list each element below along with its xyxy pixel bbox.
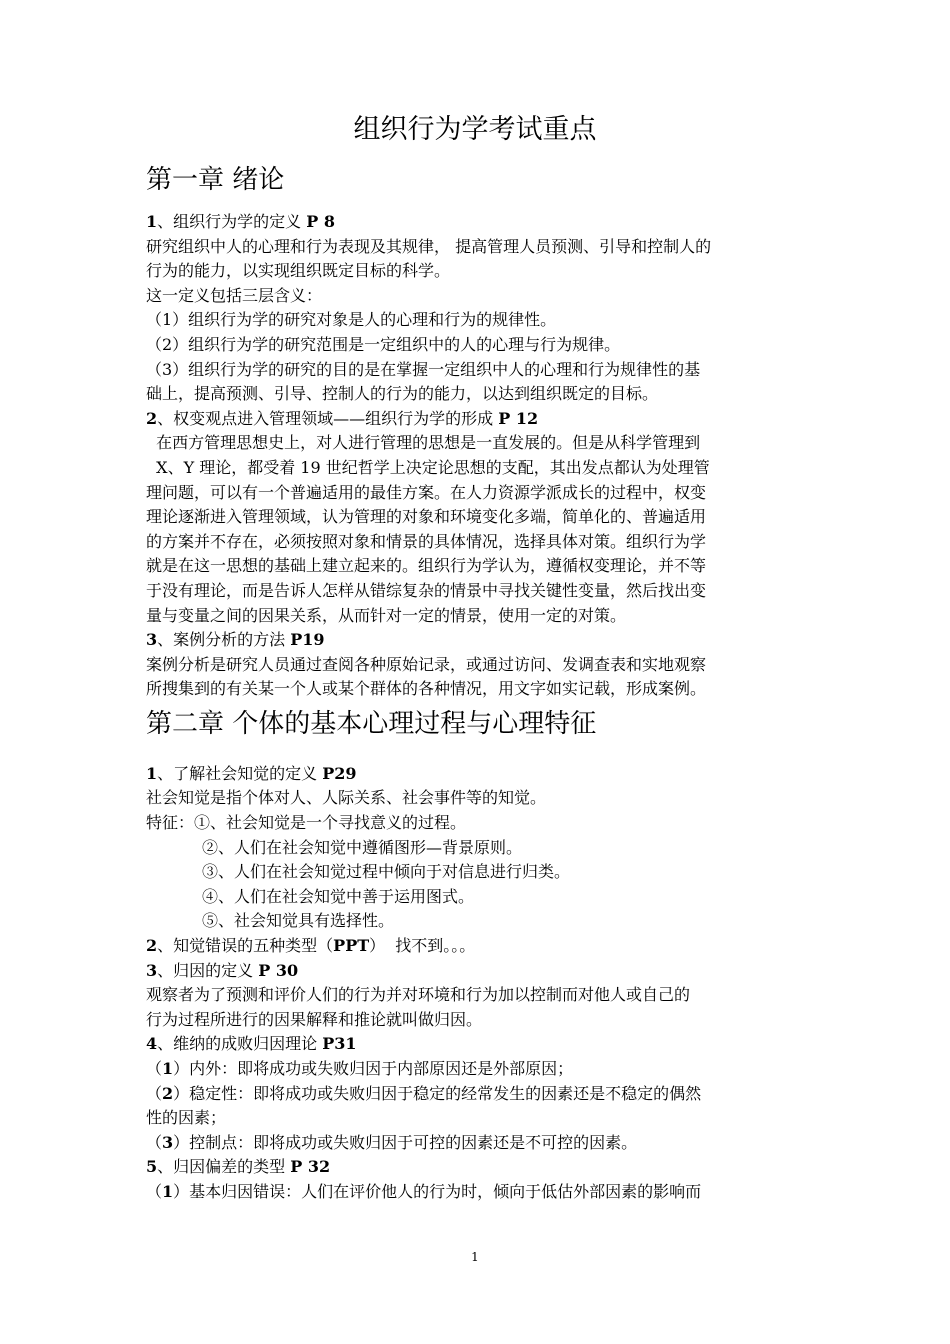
section-number: 2 — [146, 408, 158, 428]
ppt-label: PPT — [333, 936, 370, 956]
chapter-1-heading: 第一章 绪论 — [146, 165, 285, 195]
section-title: 、了解社会知觉的定义 — [157, 763, 318, 783]
page-number: 1 — [471, 1250, 479, 1264]
section-number: 3 — [146, 630, 158, 650]
list-item: （2）组织行为学的研究范围是一定组织中的人的心理与行为规律。 — [146, 334, 621, 354]
list-item: （1）组织行为学的研究对象是人的心理和行为的规律性。 — [146, 310, 557, 330]
item-number: 1 — [162, 1181, 174, 1201]
paragraph-line: 础上，提高预测、引导、控制人的行为的能力，以达到组织既定的目标。 — [146, 384, 659, 404]
paragraph-line: 理论逐渐进入管理领域，认为管理的对象和环境变化多端，简单化的、普遍适用 — [146, 507, 707, 527]
list-item: （3）组织行为学的研究的目的是在掌握一定组织中人的心理和行为规律性的基 — [146, 359, 701, 379]
page-ref: P 8 — [306, 212, 335, 231]
paragraph-line: 于没有理论，而是告诉人怎样从错综复杂的情景中寻找关键性变量，然后找出变 — [146, 580, 707, 600]
list-item: ⑤、社会知觉具有选择性。 — [202, 911, 395, 931]
paragraph-line: 量与变量之间的因果关系，从而针对一定的情景，使用一定的对策。 — [146, 605, 627, 625]
paragraph-line: 行为过程所进行的因果解释和推论就叫做归因。 — [146, 1009, 483, 1029]
list-item: ④、人们在社会知觉中善于运用图式。 — [202, 886, 475, 906]
page-ref: P31 — [322, 1034, 357, 1054]
list-item: （1）内外：即将成功或失败归因于内部原因还是外部原因； — [146, 1059, 574, 1078]
item-number: 2 — [162, 1083, 174, 1103]
paragraph-line: 理问题，可以有一个普遍适用的最佳方案。在人力资源学派成长的过程中，权变 — [146, 482, 707, 502]
paragraph-line: 所搜集到的有关某一个人或某个群体的各种情况，用文字如实记载，形成案例。 — [146, 679, 707, 699]
paragraph-line: 研究组织中人的心理和行为表现及其规律， 提高管理人员预测、引导和控制人的 — [146, 236, 712, 256]
section-number: 4 — [146, 1034, 158, 1054]
document-body — [146, 160, 816, 1205]
list-item: （1）基本归因错误：人们在评价他人的行为时，倾向于低估外部因素的影响而 — [146, 1181, 702, 1201]
item-number: 1 — [162, 1059, 174, 1078]
section-2-5-heading — [146, 1155, 816, 1180]
paragraph-line: 观察者为了预测和评价人们的行为并对环境和行为加以控制而对他人或自己的 — [146, 985, 691, 1005]
item-text: 控制点：即将成功或失败归因于可控的因素还是不可控的因素。 — [189, 1132, 638, 1152]
section-2-1-heading — [146, 762, 816, 787]
section-number: 2 — [146, 936, 158, 956]
item-text: 内外：即将成功或失败归因于内部原因还是外部原因； — [189, 1059, 574, 1078]
chapter-2-heading: 第二章 个体的基本心理过程与心理特征 — [146, 708, 597, 739]
item-number: 3 — [162, 1132, 174, 1152]
page-ref: P29 — [322, 763, 357, 783]
section-1-3-heading — [146, 628, 816, 653]
item-text: 基本归因错误：人们在评价他人的行为时，倾向于低估外部因素的影响而 — [189, 1181, 702, 1201]
section-number: 1 — [146, 212, 158, 231]
section-2-3-heading — [146, 959, 816, 984]
page-ref: P 30 — [258, 960, 299, 980]
section-title: 、知觉错误的五种类型（ — [157, 936, 334, 956]
section-1-2-heading — [146, 407, 816, 432]
section-2-2-heading — [146, 934, 816, 959]
section-title: 、权变观点进入管理领域——组织行为学的形成 — [157, 408, 494, 428]
item-text: 稳定性：即将成功或失败归因于稳定的经常发生的因素还是不稳定的偶然 — [189, 1083, 702, 1103]
section-note: ） 找不到。。。 — [369, 936, 476, 956]
paragraph-line: 案例分析是研究人员通过查阅各种原始记录，或通过访问、发调查表和实地观察 — [146, 654, 707, 674]
paragraph-line: 性的因素； — [146, 1108, 227, 1128]
paragraph-line: 在西方管理思想史上，对人进行管理的思想是一直发展的。但是从科学管理到 — [146, 433, 701, 453]
page-ref: P 32 — [290, 1157, 331, 1177]
section-title: 、维纳的成败归因理论 — [157, 1034, 318, 1054]
section-number: 5 — [146, 1157, 158, 1177]
paragraph-line: 就是在这一思想的基础上建立起来的。组织行为学认为，遵循权变理论，并不等 — [146, 556, 707, 576]
section-1-1-heading — [146, 210, 816, 235]
list-item: 特征：①、社会知觉是一个寻找意义的过程。 — [146, 813, 467, 833]
section-title: 、案例分析的方法 — [157, 630, 286, 650]
document-title: 组织行为学考试重点 — [353, 114, 597, 145]
paragraph-line: 的方案并不存在，必须按照对象和情景的具体情况，选择具体对策。组织行为学 — [146, 531, 707, 551]
section-title: 、归因的定义 — [157, 960, 254, 980]
list-item: ③、人们在社会知觉过程中倾向于对信息进行归类。 — [202, 862, 571, 882]
paragraph-line: X、Y 理论，都受着 19 世纪哲学上决定论思想的支配，其出发点都认为处理管 — [146, 457, 710, 477]
paragraph-line: 行为的能力，以实现组织既定目标的科学。 — [146, 261, 451, 281]
section-title: 、组织行为学的定义 — [157, 212, 302, 231]
page-ref: P19 — [290, 630, 325, 650]
section-number: 3 — [146, 960, 158, 980]
section-number: 1 — [146, 763, 158, 783]
section-2-4-heading — [146, 1032, 816, 1057]
paragraph-line: 这一定义包括三层含义： — [146, 285, 323, 305]
paragraph-line: 社会知觉是指个体对人、人际关系、社会事件等的知觉。 — [146, 788, 547, 808]
section-title: 、归因偏差的类型 — [157, 1157, 286, 1177]
list-item: （3）控制点：即将成功或失败归因于可控的因素还是不可控的因素。 — [146, 1132, 638, 1152]
list-item: （2）稳定性：即将成功或失败归因于稳定的经常发生的因素还是不稳定的偶然 — [146, 1083, 702, 1103]
page-ref: P 12 — [498, 408, 539, 428]
list-item: ②、人们在社会知觉中遵循图形—背景原则。 — [202, 837, 523, 857]
